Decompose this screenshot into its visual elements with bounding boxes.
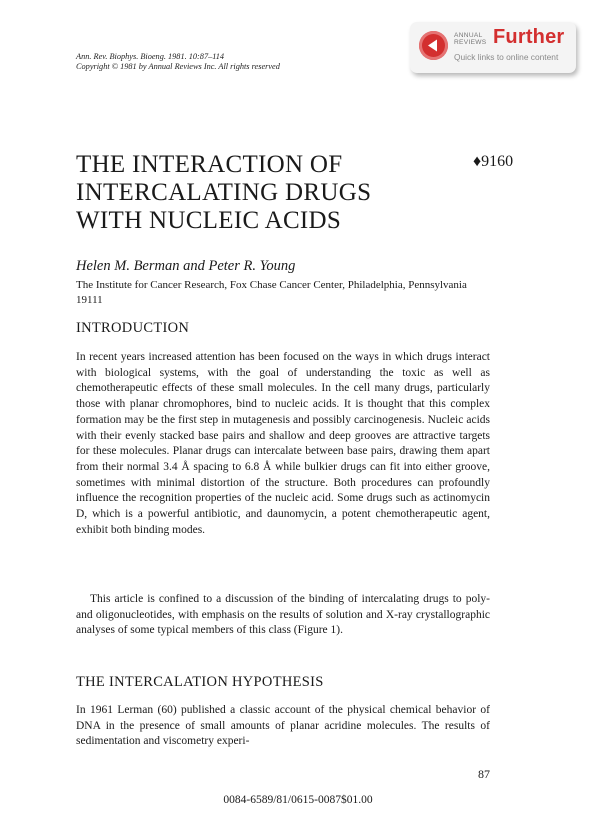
- intro-paragraph-2: This article is confined to a discussion of the binding of intercalating drugs to poly- and oligonucleotides, with emphasis on the results of solution and X-ray crystallographic analyses of some typical members of this class (Figure 1).: [76, 593, 490, 637]
- badge-publisher-logo: ANNUAL REVIEWS: [454, 32, 487, 46]
- hypothesis-paragraph-1: In 1961 Lerman (60) published a classic account of the physical chemical behavior of DNA in the presence of small amounts of planar acridine molecules. The results of sedimentation and viscometry experi-: [76, 704, 490, 748]
- author-affiliation: The Institute for Cancer Research, Fox Chase Cancer Center, Philadelphia, Pennsylvania 19111: [76, 279, 467, 306]
- journal-citation: Ann. Rev. Biophys. Bioeng. 1981. 10:87–114: [76, 52, 225, 61]
- section-heading-introduction: INTRODUCTION: [76, 320, 190, 336]
- badge-further-label: Further: [493, 26, 565, 48]
- copyright-line: Copyright © 1981 by Annual Reviews Inc. All rights reserved: [76, 62, 280, 71]
- further-reviews-badge[interactable]: [410, 22, 576, 73]
- article-authors: Helen M. Berman and Peter R. Young: [76, 258, 296, 274]
- left-arrow-icon: [419, 31, 448, 60]
- intro-paragraph-1: In recent years increased attention has been focused on the ways in which drugs interact with biological systems, with the goal of understanding the toxic as well as chemotherapeutic effects of these small molecules. In the cell many drugs, particularly those with planar chromophores, bind to nucleic acids. It is thought that this complex formation may be the first step in mutagenesis and possibly carcinogenesis. Nucleic acids with their evenly stacked base pairs and shallow and deep grooves are attractive targets for these molecules. Planar drugs can intercalate between base pairs, drawing them apart from their normal 3.4 Å spacing to 6.8 Å while bulkier drugs can fit into either groove, sometimes with minimal distortion of the structure. Both procedures can profoundly influence the recognition properties of the nucleic acid. Some drugs such as actinomycin D, which is a powerful antibiotic, and daunomycin, a potent chemotherapeutic agent, exhibit both binding modes.: [76, 351, 490, 536]
- reference-code: ♦9160: [473, 153, 514, 170]
- footer-code: 0084-6589/81/0615-0087$01.00: [223, 794, 373, 806]
- page-number: 87: [478, 767, 490, 781]
- article-title: THE INTERACTION OF INTERCALATING DRUGS WITH NUCLEIC ACIDS: [76, 151, 372, 234]
- journal-header: [76, 52, 280, 72]
- section-heading-intercalation-hypothesis: THE INTERCALATION HYPOTHESIS: [76, 674, 324, 690]
- badge-subtitle: Quick links to online content: [454, 52, 559, 62]
